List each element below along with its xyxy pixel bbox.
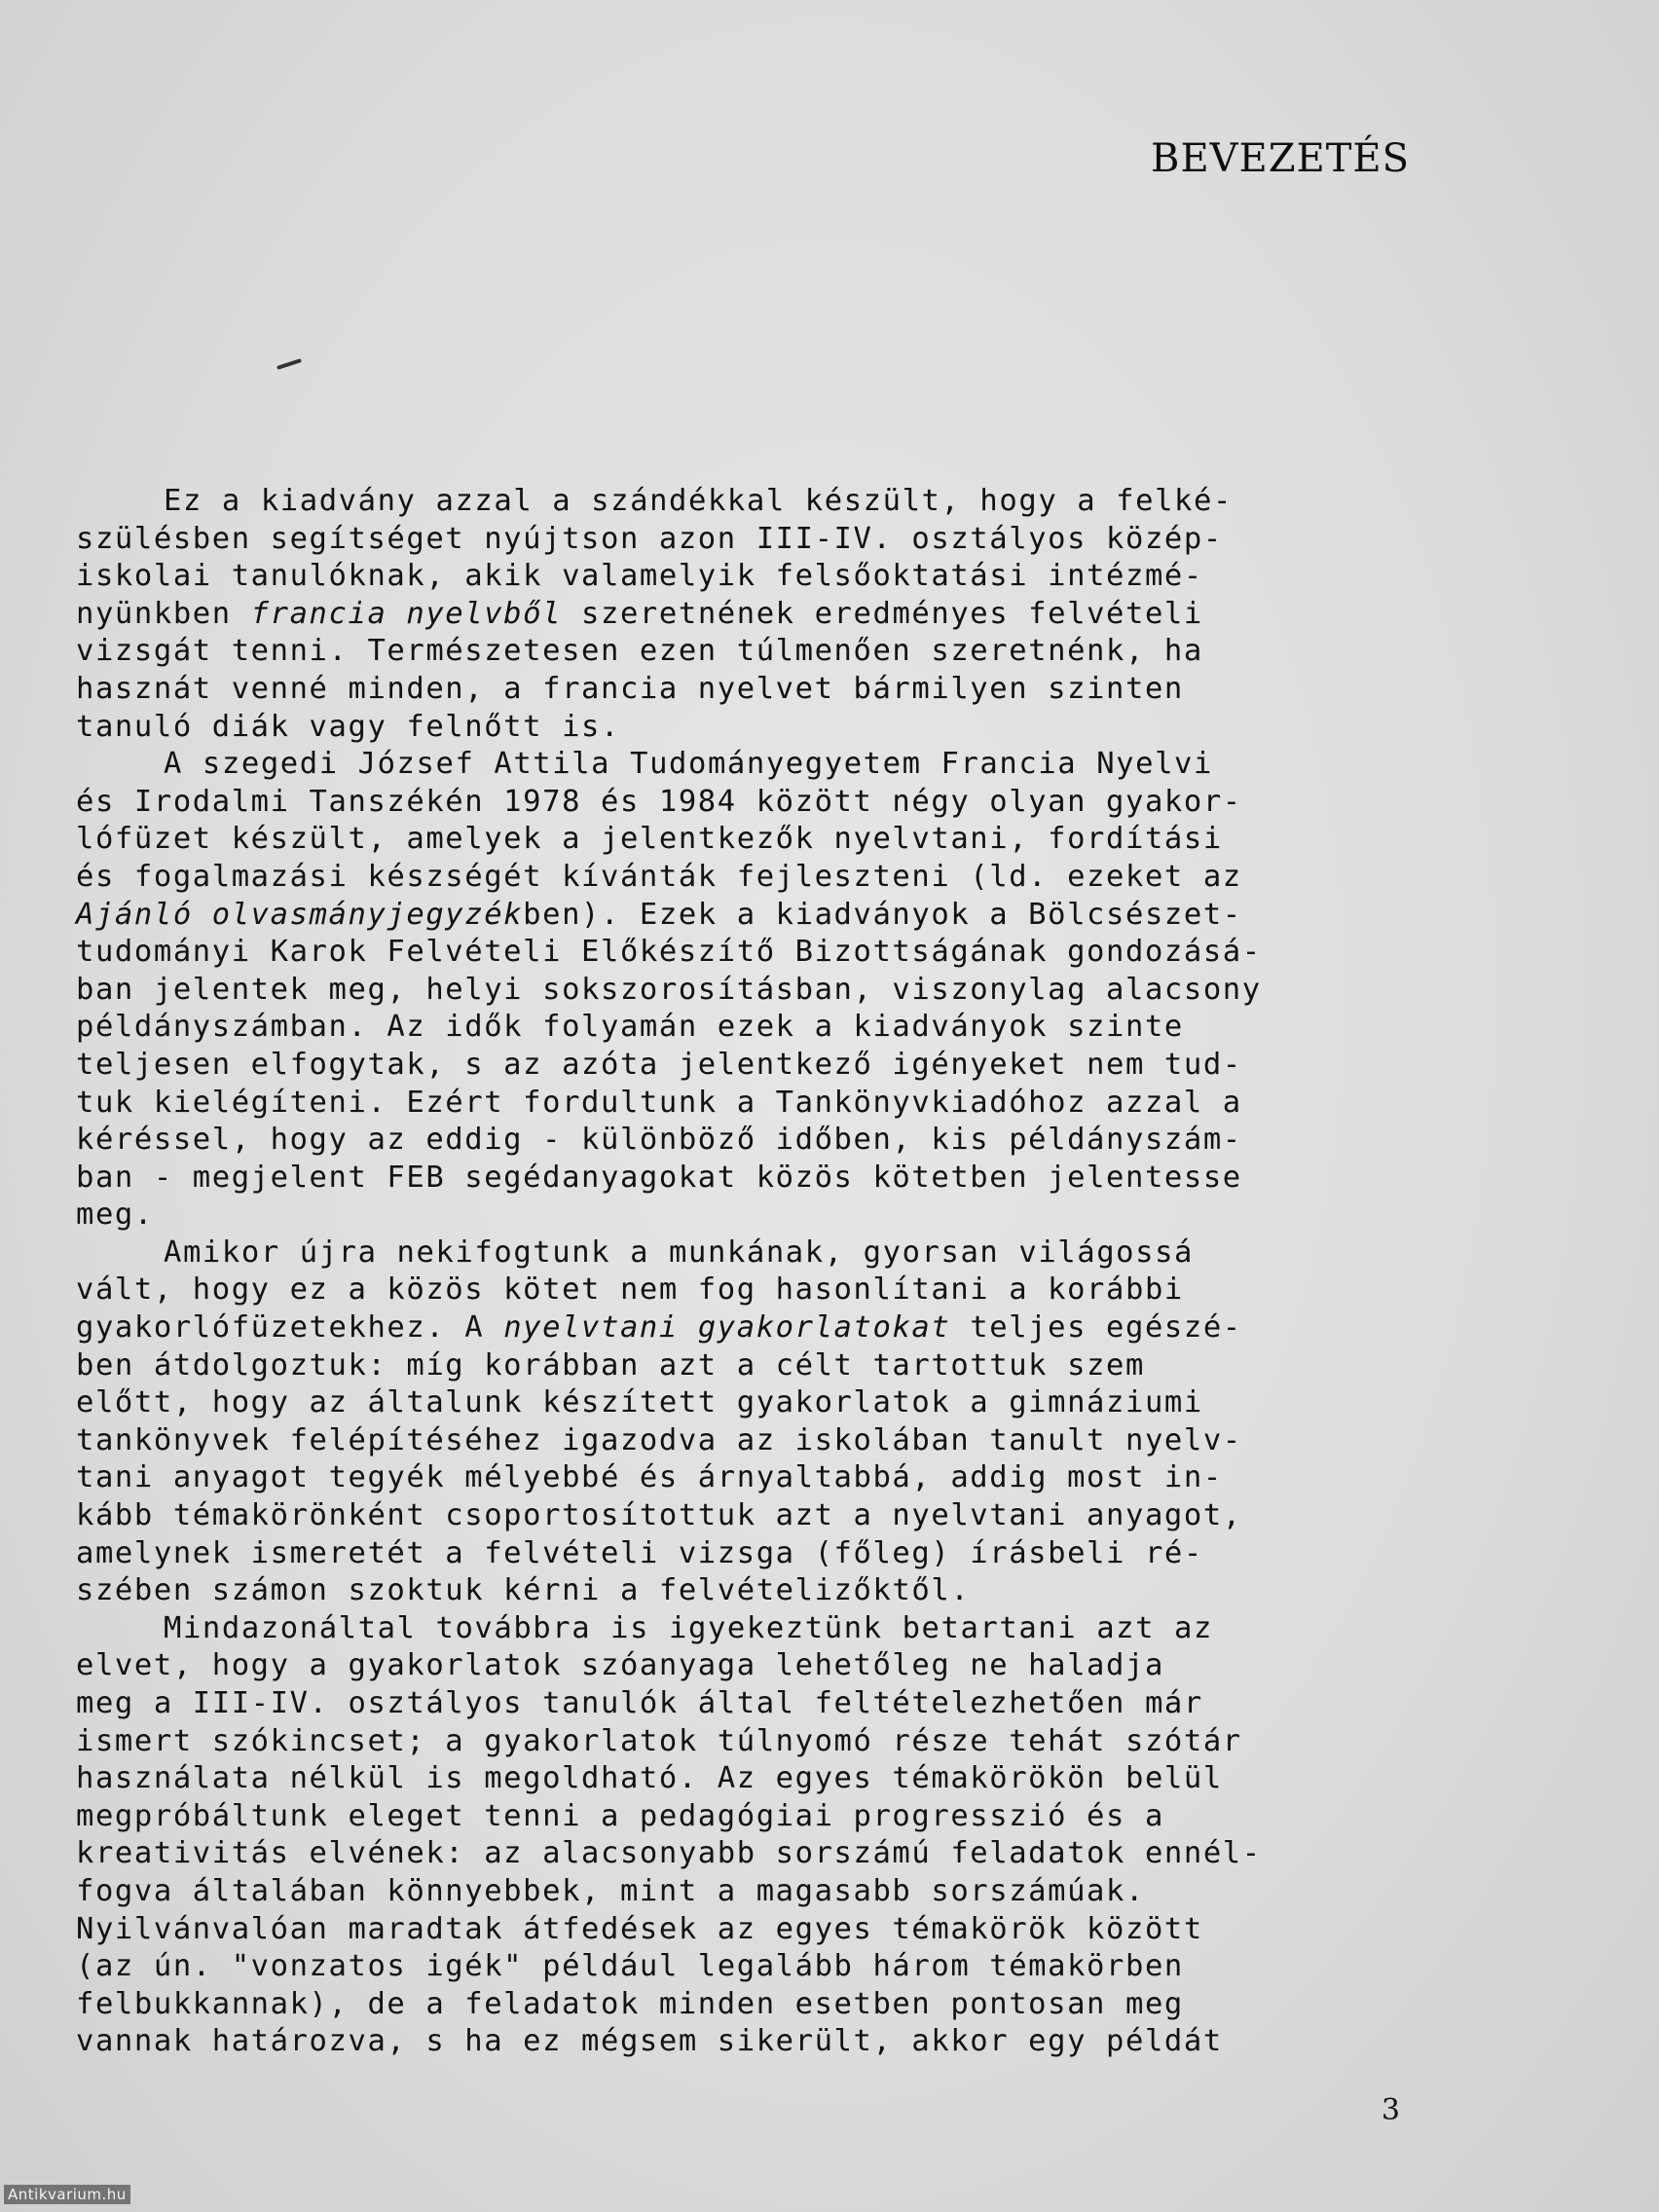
text-segment: szében számon szoktuk kérni a felvételizőktől. bbox=[76, 1573, 971, 1608]
page-number: 3 bbox=[1381, 2093, 1400, 2127]
text-segment: amelynek ismeretét a felvételi vizsga (főleg) írásbeli ré- bbox=[76, 1535, 1203, 1570]
text-segment: teljesen elfogytak, s az azóta jelentkező igényeket nem tud- bbox=[76, 1047, 1242, 1082]
text-line bbox=[76, 1610, 1468, 1648]
watermark: Antikvarium.hu bbox=[4, 2185, 130, 2204]
text-segment: nyünkben bbox=[76, 596, 251, 631]
text-segment: tankönyvek felépítéséhez igazodva az iskolában tanult nyelv- bbox=[76, 1422, 1242, 1457]
text-line bbox=[76, 784, 1468, 822]
text-segment: felbukkannak), de a feladatok minden esetben pontosan meg bbox=[76, 1986, 1184, 2021]
text-segment: tanuló diák vagy felnőtt is. bbox=[76, 709, 620, 744]
text-segment: A szegedi József Attila Tudományegyetem Francia Nyelvi bbox=[164, 747, 1213, 782]
text-line bbox=[76, 521, 1468, 559]
text-line bbox=[76, 1798, 1468, 1836]
text-segment: teljes egészé- bbox=[950, 1310, 1242, 1346]
text-line bbox=[76, 1685, 1468, 1723]
text-line bbox=[76, 1647, 1468, 1685]
text-segment: Ez a kiadvány azzal a szándékkal készült, hogy a felké- bbox=[164, 484, 1233, 518]
text-segment: és fogalmazási készségét kívánták fejleszteni (ld. ezeket az bbox=[76, 859, 1242, 894]
italic-text: Ajánló olvasmányjegyzék bbox=[76, 897, 524, 932]
text-line bbox=[76, 1986, 1468, 2024]
text-line bbox=[76, 1309, 1468, 1347]
text-segment: ben). Ezek a kiadványok a Bölcsészet- bbox=[523, 897, 1242, 932]
text-segment: tuk kielégíteni. Ezért fordultunk a Tankönyvkiadóhoz azzal a bbox=[76, 1085, 1242, 1120]
text-line bbox=[76, 1347, 1468, 1385]
text-line bbox=[76, 483, 1468, 521]
text-segment: fogva általában könnyebbek, mint a magasabb sorszámúak. bbox=[76, 1873, 1145, 1908]
text-segment: hasznát venné minden, a francia nyelvet bármilyen szinten bbox=[76, 671, 1184, 706]
text-line bbox=[76, 671, 1468, 709]
text-segment: lófüzet készült, amelyek a jelentkezők nyelvtani, fordítási bbox=[76, 822, 1223, 857]
text-segment: előtt, hogy az általunk készített gyakorlatok a gimnáziumi bbox=[76, 1385, 1203, 1420]
text-segment: vált, hogy ez a közös kötet nem fog hasonlítani a korábbi bbox=[76, 1272, 1184, 1308]
text-segment: tani anyagot tegyék mélyebbé és árnyaltabbá, addig most in- bbox=[76, 1460, 1223, 1495]
text-line bbox=[76, 596, 1468, 634]
text-line bbox=[76, 1723, 1468, 1761]
text-line bbox=[76, 1948, 1468, 1986]
body-text bbox=[76, 483, 1468, 2061]
text-segment: ban - megjelent FEB segédanyagokat közös kötetben jelentesse bbox=[76, 1160, 1242, 1195]
text-line bbox=[76, 1122, 1468, 1160]
text-line bbox=[76, 1422, 1468, 1460]
text-line bbox=[76, 1197, 1468, 1235]
text-line bbox=[76, 1459, 1468, 1497]
text-segment: ismert szókincset; a gyakorlatok túlnyomó része tehát szótár bbox=[76, 1723, 1242, 1758]
text-line bbox=[76, 821, 1468, 859]
text-segment: kéréssel, hogy az eddig - különböző időben, kis példányszám- bbox=[76, 1123, 1242, 1158]
text-segment: ben átdolgoztuk: míg korábban azt a célt tartottuk szem bbox=[76, 1347, 1145, 1382]
text-line bbox=[76, 1235, 1468, 1272]
text-segment: használata nélkül is megoldható. Az egyes témakörökön belül bbox=[76, 1761, 1223, 1796]
text-segment: gyakorlófüzetekhez. A bbox=[76, 1310, 504, 1346]
text-segment: Mindazonáltal továbbra is igyekeztünk betartani azt az bbox=[164, 1610, 1213, 1645]
text-segment: és Irodalmi Tanszékén 1978 és 1984 között négy olyan gyakor- bbox=[76, 784, 1242, 819]
text-segment: iskolai tanulóknak, akik valamelyik felsőoktatási intézmé- bbox=[76, 559, 1203, 594]
italic-text: nyelvtani gyakorlatokat bbox=[503, 1310, 951, 1346]
text-segment: vannak határozva, s ha ez mégsem sikerült, akkor egy példát bbox=[76, 2024, 1223, 2059]
text-line bbox=[76, 1085, 1468, 1123]
text-segment: kább témakörönként csoportosítottuk azt a nyelvtani anyagot, bbox=[76, 1498, 1242, 1533]
text-line bbox=[76, 1272, 1468, 1309]
text-line bbox=[76, 897, 1468, 935]
text-line bbox=[76, 1911, 1468, 1949]
text-line bbox=[76, 934, 1468, 972]
text-line bbox=[76, 1835, 1468, 1873]
text-line bbox=[76, 1497, 1468, 1535]
text-line bbox=[76, 1572, 1468, 1610]
text-segment: Amikor újra nekifogtunk a munkának, gyorsan világossá bbox=[164, 1235, 1195, 1270]
text-segment: kreativitás elvének: az alacsonyabb sorszámú feladatok ennél- bbox=[76, 1836, 1262, 1871]
text-segment: szeretnének eredményes felvételi bbox=[562, 596, 1203, 631]
text-line bbox=[76, 1160, 1468, 1198]
text-line bbox=[76, 709, 1468, 747]
text-segment: Nyilvánvalóan maradtak átfedések az egyes témakörök között bbox=[76, 1911, 1203, 1946]
text-segment: vizsgát tenni. Természetesen ezen túlmenően szeretnénk, ha bbox=[76, 634, 1203, 669]
text-segment: elvet, hogy a gyakorlatok szóanyaga lehetőleg ne haladja bbox=[76, 1648, 1164, 1683]
text-line bbox=[76, 1384, 1468, 1422]
text-segment: meg a III-IV. osztályos tanulók által feltételezhetően már bbox=[76, 1686, 1203, 1720]
text-line bbox=[76, 633, 1468, 671]
text-line bbox=[76, 2023, 1468, 2061]
text-line bbox=[76, 746, 1468, 784]
text-segment: ban jelentek meg, helyi sokszorosításban, viszonylag alacsony bbox=[76, 972, 1262, 1007]
text-segment: példányszámban. Az idők folyamán ezek a kiadványok szinte bbox=[76, 1010, 1184, 1045]
scan-speck bbox=[276, 358, 302, 370]
italic-text: francia nyelvből bbox=[250, 596, 563, 631]
text-segment: szülésben segítséget nyújtson azon III-IV. osztályos közép- bbox=[76, 521, 1223, 556]
text-line bbox=[76, 1009, 1468, 1047]
text-segment: megpróbáltunk eleget tenni a pedagógiai progresszió és a bbox=[76, 1798, 1164, 1833]
text-line bbox=[76, 859, 1468, 897]
text-segment: (az ún. "vonzatos igék" például legalább három témakörben bbox=[76, 1949, 1184, 1984]
text-line bbox=[76, 558, 1468, 596]
text-line bbox=[76, 1873, 1468, 1911]
text-line bbox=[76, 1760, 1468, 1798]
text-line bbox=[76, 972, 1468, 1010]
text-segment: tudományi Karok Felvételi Előkészítő Bizottságának gondozásá- bbox=[76, 935, 1262, 970]
text-line bbox=[76, 1047, 1468, 1085]
text-line bbox=[76, 1535, 1468, 1573]
text-segment: meg. bbox=[76, 1198, 154, 1233]
page-title: BEVEZETÉS bbox=[1151, 136, 1410, 181]
